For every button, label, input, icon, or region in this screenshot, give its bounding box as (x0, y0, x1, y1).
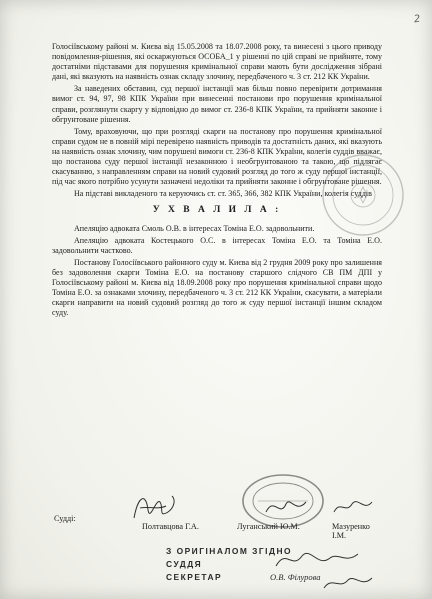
judge-signature-3 (330, 494, 376, 520)
paragraph-3: Тому, враховуючи, що при розгляді скарги на постанову про порушення кримінальної справи судом не в повній мірі перевірено наявність приводів та достатність даних, які вказують на наявність ознак злочину, чим порушені вимоги ст. 236-8 КПК України, колегія суддів вважає, що постанова суду першої інстанції незаконною і необгрунтованою та такою, що підлягає скасуванню, з направленням справи на новий судовий розгляд до того ж суду першої інстанції, під час якого потрібно усунути зазначені недоліки та прийняти законне і обгрунтоване рішення. (52, 126, 382, 187)
judge-name-1: Полтавцова Г.А. (142, 522, 199, 531)
paragraph-4: На підставі викладеного та керуючись ст. ст. 365, 366, 382 КПК України, колегія суддів (74, 189, 372, 199)
judges-label: Судді: (54, 514, 76, 523)
ruling-heading: У Х В А Л И Л А : (152, 205, 282, 216)
court-seal-stamp (320, 152, 406, 238)
cert-judge-signature (272, 546, 362, 574)
cert-secretary-signature (320, 572, 376, 594)
ruling-item-2: Апеляцію адвоката Костецького О.С. в інтересах Томіна Е.О. та Томіна Е.О. задовольнити частково. (52, 235, 382, 255)
ruling-item-1: Апеляцію адвоката Смоль О.В. в інтересах Томіна Е.О. задовольнити. (74, 223, 315, 233)
ruling-item-3: Постанову Голосіївського районного суду м. Києва від 2 грудня 2009 року про залишення без задоволення скарги Томіна Е.О. на постанову старшого слідчого СВ ПМ ДПІ у Голосіївському районі м. Києва від 18.09.2008 року про порушення кримінальної справи щодо Томіна Е.О. за ознаками злочину, передбаченого ч. 3 ст. 212 КК України, скасувати, а матеріали скарги направити на новий судовий розгляд до того ж суду першої інстанції іншим складом суду. (52, 257, 382, 318)
official-seal-stamp (238, 470, 328, 532)
cert-secretary-name: О.В. Філурова (270, 572, 321, 582)
judge-name-3: Мазуренко І.М. (332, 522, 370, 540)
paragraph-1: Голосіївському районі м. Києва від 15.05.2008 та 18.07.2008 року, та винесені з цього приводу повідомлення-рішення, які оскаржуються ОСОБА_1 у рішенні по цій справі не прийняте, тому достатніми підставами для порушення кримінальної справи мають бути дослідження зібрані дані, які вказують на наявність ознак складу злочину, передбаченого ч. 3 ст. 212 КК України. (52, 42, 382, 82)
judge-name-2: Луганський Ю.М. (237, 522, 300, 531)
cert-original: З ОРИГІНАЛОМ ЗГІДНО (166, 546, 293, 556)
paragraph-2: За наведених обставин, суд першої інстанції мав більш повно перевірити дотримання вимог ст. 94, 97, 98 КПК України при винесенні постанови про порушення кримінальної справи, розглянути скаргу у відповідно до вимог ст. 236-8 КПК України, та прийняти законне і обгрунтоване рішення. (52, 84, 382, 124)
cert-secretary: СЕКРЕТАР (166, 572, 223, 582)
page-number: 2 (412, 13, 421, 26)
cert-judge: СУДДЯ (166, 559, 203, 569)
judge-signature-1 (128, 488, 180, 528)
